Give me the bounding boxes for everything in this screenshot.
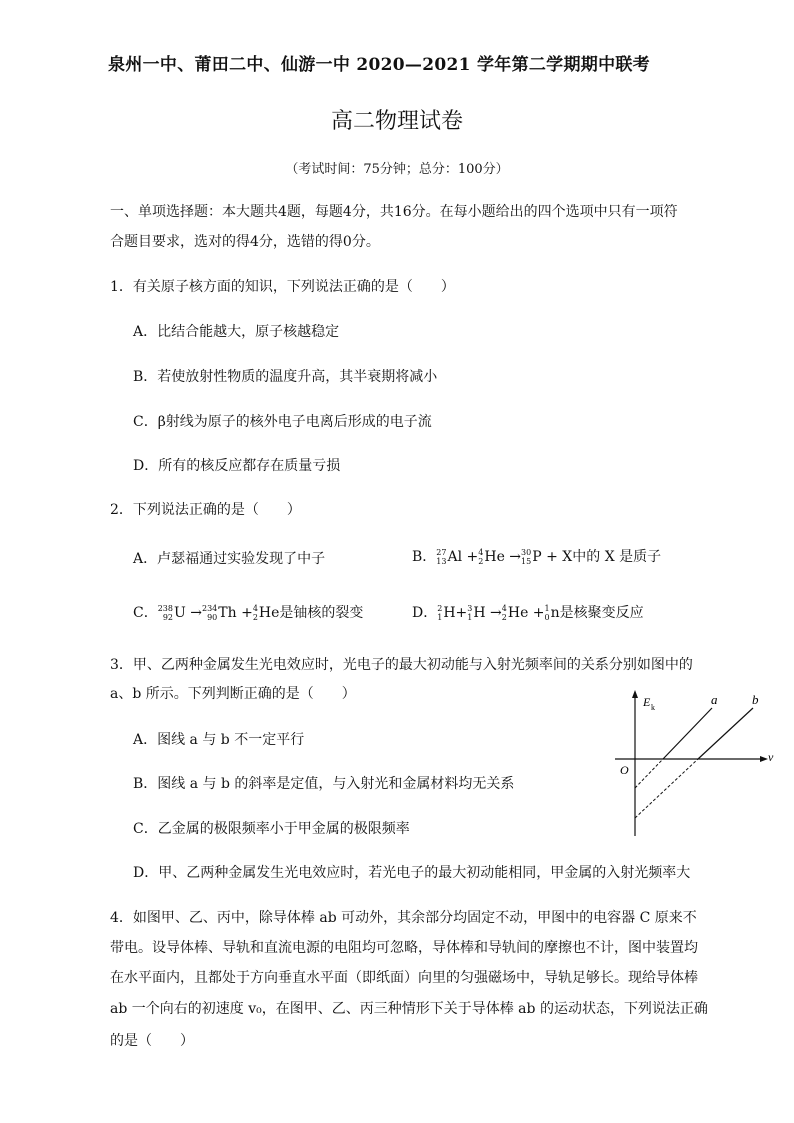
graph-x-arrow [760, 756, 768, 762]
q2-option-d-label: D． [412, 605, 438, 621]
q2-option-a: A．卢瑟福通过实验发现了中子 [133, 551, 326, 567]
q4-line2: 带电。设导体棒、导轨和直流电源的电阻均可忽略，导体棒和导轨间的摩擦也不计，图中装置均 [110, 940, 698, 956]
q2-stem: 2．下列说法正确的是（ ） [110, 502, 301, 518]
q1-option-a: A．比结合能越大，原子核越稳定 [133, 324, 340, 340]
q4-line3: 在水平面内，且都处于方向垂直水平面（即纸面）向里的匀强磁场中，导轨足够长。现给导体棒 [110, 970, 698, 986]
q3-option-d: D．甲、乙两种金属发生光电效应时，若光电子的最大初动能相同，甲金属的入射光频率大 [133, 865, 691, 881]
q4-line4: ab 一个向右的初速度 v₀，在图甲、乙、丙三种情形下关于导体棒 ab 的运动状态，下列说法正确 [110, 1001, 708, 1017]
graph-y-arrow [632, 690, 638, 698]
q2-option-b-equation: 27 13 Al + 4 2 He → 30 15 P + X [436, 548, 573, 566]
graph-y-subscript: k [651, 703, 655, 712]
q3-option-c: C．乙金属的极限频率小于甲金属的极限频率 [133, 821, 410, 837]
photoelectric-graph [610, 688, 780, 838]
exam-info: （考试时间：75分钟；总分：100分） [285, 162, 509, 177]
line-a-label: a [711, 692, 718, 707]
line-b-dashed [635, 759, 698, 818]
q1-option-b: B．若使放射性物质的温度升高，其半衰期将减小 [133, 369, 438, 385]
q3-stem-line1: 3．甲、乙两种金属发生光电效应时，光电子的最大初动能与入射光频率间的关系分别如图中的 [110, 657, 693, 673]
q3-stem-line2: a、b 所示。下列判断正确的是（ ） [110, 686, 356, 702]
graph-y-label: E [643, 695, 651, 709]
line-a [663, 708, 712, 759]
q2-option-c-equation: 238 92 U → 234 90 Th + 4 2 He [157, 604, 280, 622]
q2-option-d [412, 603, 644, 623]
graph-origin-label: O [620, 763, 629, 777]
q3-option-b: B．图线 a 与 b 的斜率是定值，与入射光和金属材料均无关系 [133, 776, 515, 792]
section1-intro: 一、单项选择题：本大题共4题，每题4分，共16分。在每小题给出的四个选项中只有一项符合题目要求，选对的得4分，选错的得0分。 [110, 204, 678, 250]
line-b [698, 708, 753, 759]
q2-option-c [133, 603, 363, 623]
exam-subject-title: 高二物理试卷 [330, 109, 463, 134]
q4-line5: 的是（ ） [110, 1033, 194, 1049]
q2-option-d-text: 是核聚变反应 [559, 605, 644, 621]
q4-line1: 4．如图甲、乙、丙中，除导体棒 ab 可动外，其余部分均固定不动，甲图中的电容器 C 原来不 [110, 910, 697, 926]
q1-option-c: C．β射线为原子的核外电子电离后形成的电子流 [133, 414, 432, 430]
q2-option-c-text: 是铀核的裂变 [279, 605, 364, 621]
q3-option-a: A．图线 a 与 b 不一定平行 [133, 732, 305, 748]
q2-option-b-label: B． [412, 549, 437, 565]
exam-header-title: 泉州一中、莆田二中、仙游一中 2020—2021 学年第二学期期中联考 [108, 55, 650, 75]
q2-option-b-text: 中的 X 是质子 [572, 549, 662, 565]
q1-option-d: D．所有的核反应都存在质量亏损 [133, 458, 341, 474]
q1-stem: 1．有关原子核方面的知识，下列说法正确的是（ ） [110, 279, 455, 295]
q2-option-b [412, 547, 661, 567]
line-b-label: b [752, 692, 759, 707]
line-a-dashed [635, 759, 663, 788]
graph-x-label: v [768, 750, 774, 764]
q2-option-d-equation: 2 1 H+ 3 1 H → 4 2 He + 1 0 n [437, 604, 560, 622]
q2-option-c-label: C． [133, 605, 158, 621]
